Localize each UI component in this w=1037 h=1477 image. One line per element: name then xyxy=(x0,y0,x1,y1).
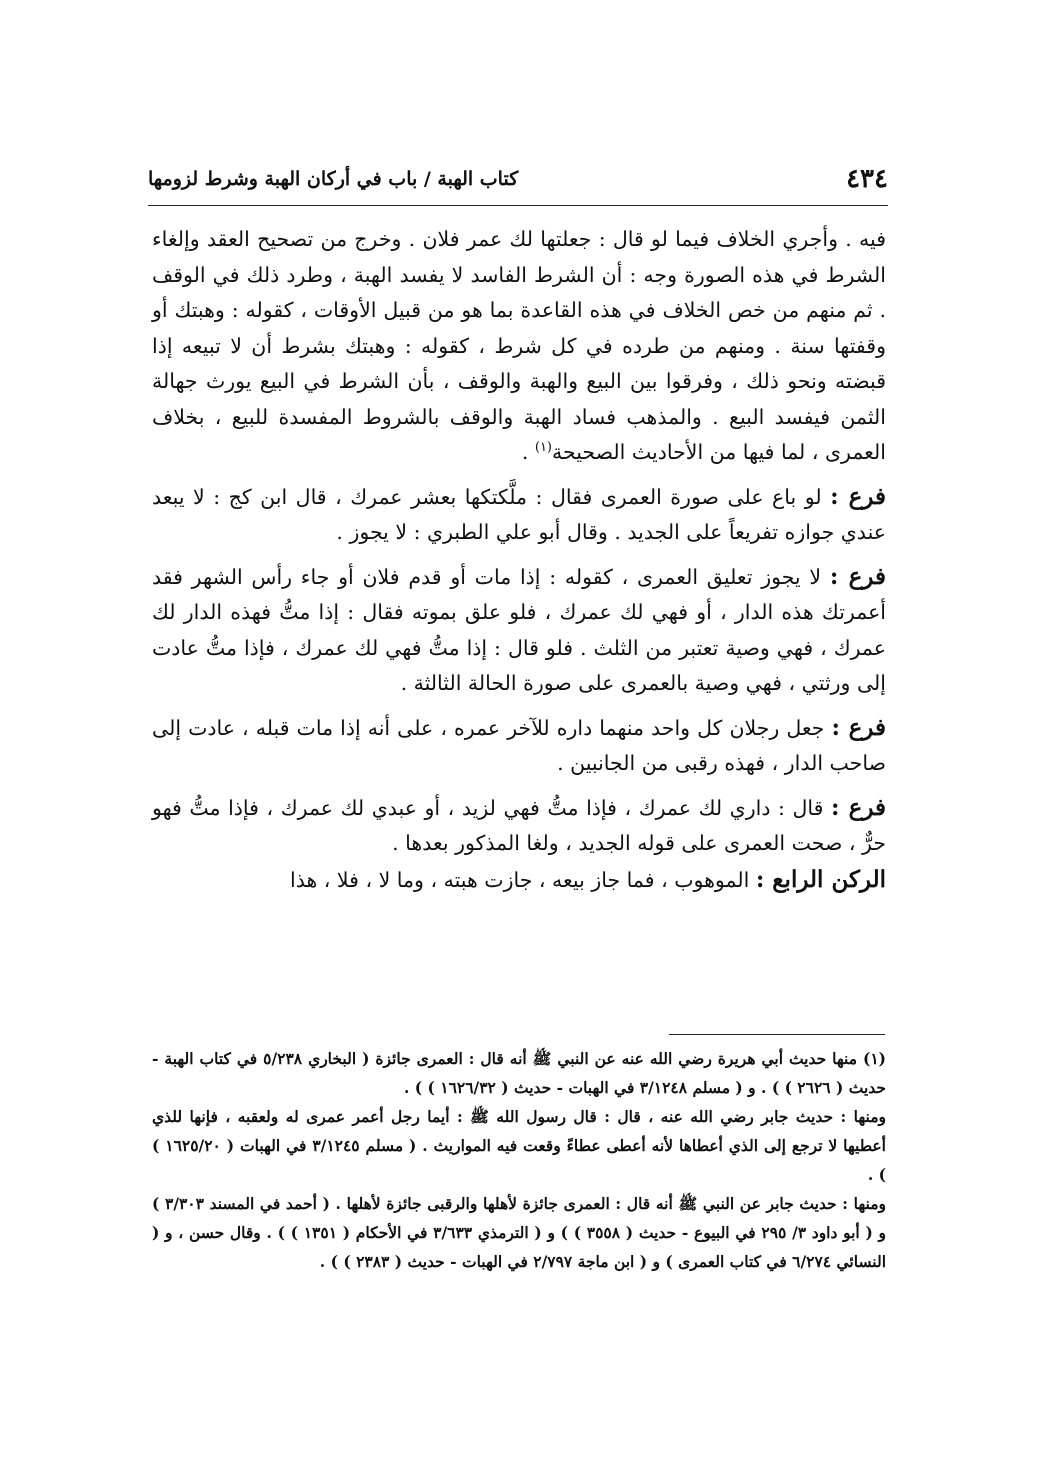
running-title: كتاب الهبة / باب في أركان الهبة وشرط لزومها xyxy=(148,168,519,190)
paragraph xyxy=(152,862,886,899)
section-lead: فرع : xyxy=(831,713,886,741)
paragraph-text: لو باع على صورة العمرى فقال : ملَّكتكها بعشر عمرك ، قال ابن كج : لا يبعد عندي جوازه تفريعاً على الجديد . وقال أبو علي الطبري : لا يجوز . xyxy=(152,484,886,544)
paragraph xyxy=(152,479,886,551)
footnote-reference: (١) xyxy=(534,440,552,456)
page-header xyxy=(148,158,888,198)
section-lead: فرع : xyxy=(830,482,886,510)
main-text xyxy=(152,222,886,898)
section-lead: فرع : xyxy=(829,562,886,590)
paragraph-text: لا يجوز تعليق العمرى ، كقوله : إذا مات أو قدم فلان أو جاء رأس الشهر فقد أعمرتك هذه الدار ، أو فهي لك عمرك ، فلو علق بموته فقال : إذا متُّ فهذه الدار لك عمرك ، فهي وصية تعتبر من الثلث . فلو قال : إذا متُّ فهي لك عمرك ، فإذا متُّ عادت إلى ورثتي ، فهي وصية بالعمرى على صورة الحالة الثالثة . xyxy=(152,564,886,695)
paragraph xyxy=(152,790,886,862)
paragraph-tail: . xyxy=(521,440,535,464)
section-lead: الركن الرابع : xyxy=(755,865,886,893)
paragraph-text: جعل رجلان كل واحد منهما داره للآخر عمره ، على أنه إذا مات قبله ، عادت إلى صاحب الدار ، فهذه رقبى من الجانبين . xyxy=(152,715,886,775)
paragraph xyxy=(152,222,886,471)
paragraph-text: فيه . وأجري الخلاف فيما لو قال : جعلتها لك عمر فلان . وخرج من تصحيح العقد وإلغاء الشرط في هذه الصورة وجه : أن الشرط الفاسد لا يفسد الهبة ، وطرد ذلك في الوقف . ثم منهم من خص الخلاف في هذه القاعدة بما هو من قبيل الأوقات ، كقوله : وهبتك أو وقفتها سنة . ومنهم من طرده في كل شرط ، كقوله : وهبتك بشرط أن لا تبيعه إذا قبضته ونحو ذلك ، وفرقوا بين البيع والهبة والوقف ، بأن الشرط في البيع يورث جهالة الثمن فيفسد البيع . والمذهب فساد الهبة والوقف بالشروط المفسدة للبيع ، بخلاف العمرى ، لما فيها من الأحاديث الصحيحة xyxy=(152,227,886,464)
footnote: (١) منها حديث أبي هريرة رضي الله عنه عن النبي ﷺ أنه قال : العمرى جائزة ( البخاري ٥/٢٣٨ في كتاب الهبة - حديث ( ٢٦٢٦ ) ) . و ( مسلم ٣/١٢٤٨ في الهبات - حديث ( ١٦٢٦/٣٢ ) ) . xyxy=(152,1049,886,1097)
page-number: ٤٣٤ xyxy=(846,164,888,194)
paragraph xyxy=(152,710,886,782)
footnote: ومنها : حديث جابر رضي الله عنه ، قال : قال رسول الله ﷺ : أيما رجل أعمر عمرى له ولعقبه ، فإنها للذي أعطيها لا ترجع إلى الذي أعطاها لأنه أعطى عطاءً وقعت فيه المواريث . ( مسلم ٣/١٢٤٥ في الهبات ( ١٦٢٥/٢٠ ) ) . xyxy=(152,1107,886,1184)
paragraph xyxy=(152,559,886,702)
paragraph-text: الموهوب ، فما جاز بيعه ، جازت هبته ، وما لا ، فلا ، هذا xyxy=(290,867,756,892)
footnote: ومنها : حديث جابر عن النبي ﷺ أنه قال : العمرى جائزة لأهلها والرقبى جائزة لأهلها . ( أحمد في المسند ٣/٣٠٣ ) و ( أبو داود ٣/ ٢٩٥ في البيوع - حديث ( ٣٥٥٨ ) ) و ( الترمذي ٣/٦٣٣ في الأحكام ( ١٣٥١ ) ) . وقال حسن ، و ( النسائي ٦/٢٧٤ في كتاب العمرى ) و ( ابن ماجة ٢/٧٩٧ في الهبات - حديث ( ٢٣٨٣ ) ) . xyxy=(152,1194,886,1271)
footnote-divider xyxy=(669,1034,885,1035)
paragraph-text: قال : داري لك عمرك ، فإذا متُّ فهي لزيد ، أو عبدي لك عمرك ، فإذا متُّ فهو حرٌّ ، صحت العمرى على قوله الجديد ، ولغا المذكور بعدها . xyxy=(152,795,886,855)
section-lead: فرع : xyxy=(831,793,886,821)
footnotes xyxy=(152,1044,886,1276)
header-divider xyxy=(148,205,888,206)
